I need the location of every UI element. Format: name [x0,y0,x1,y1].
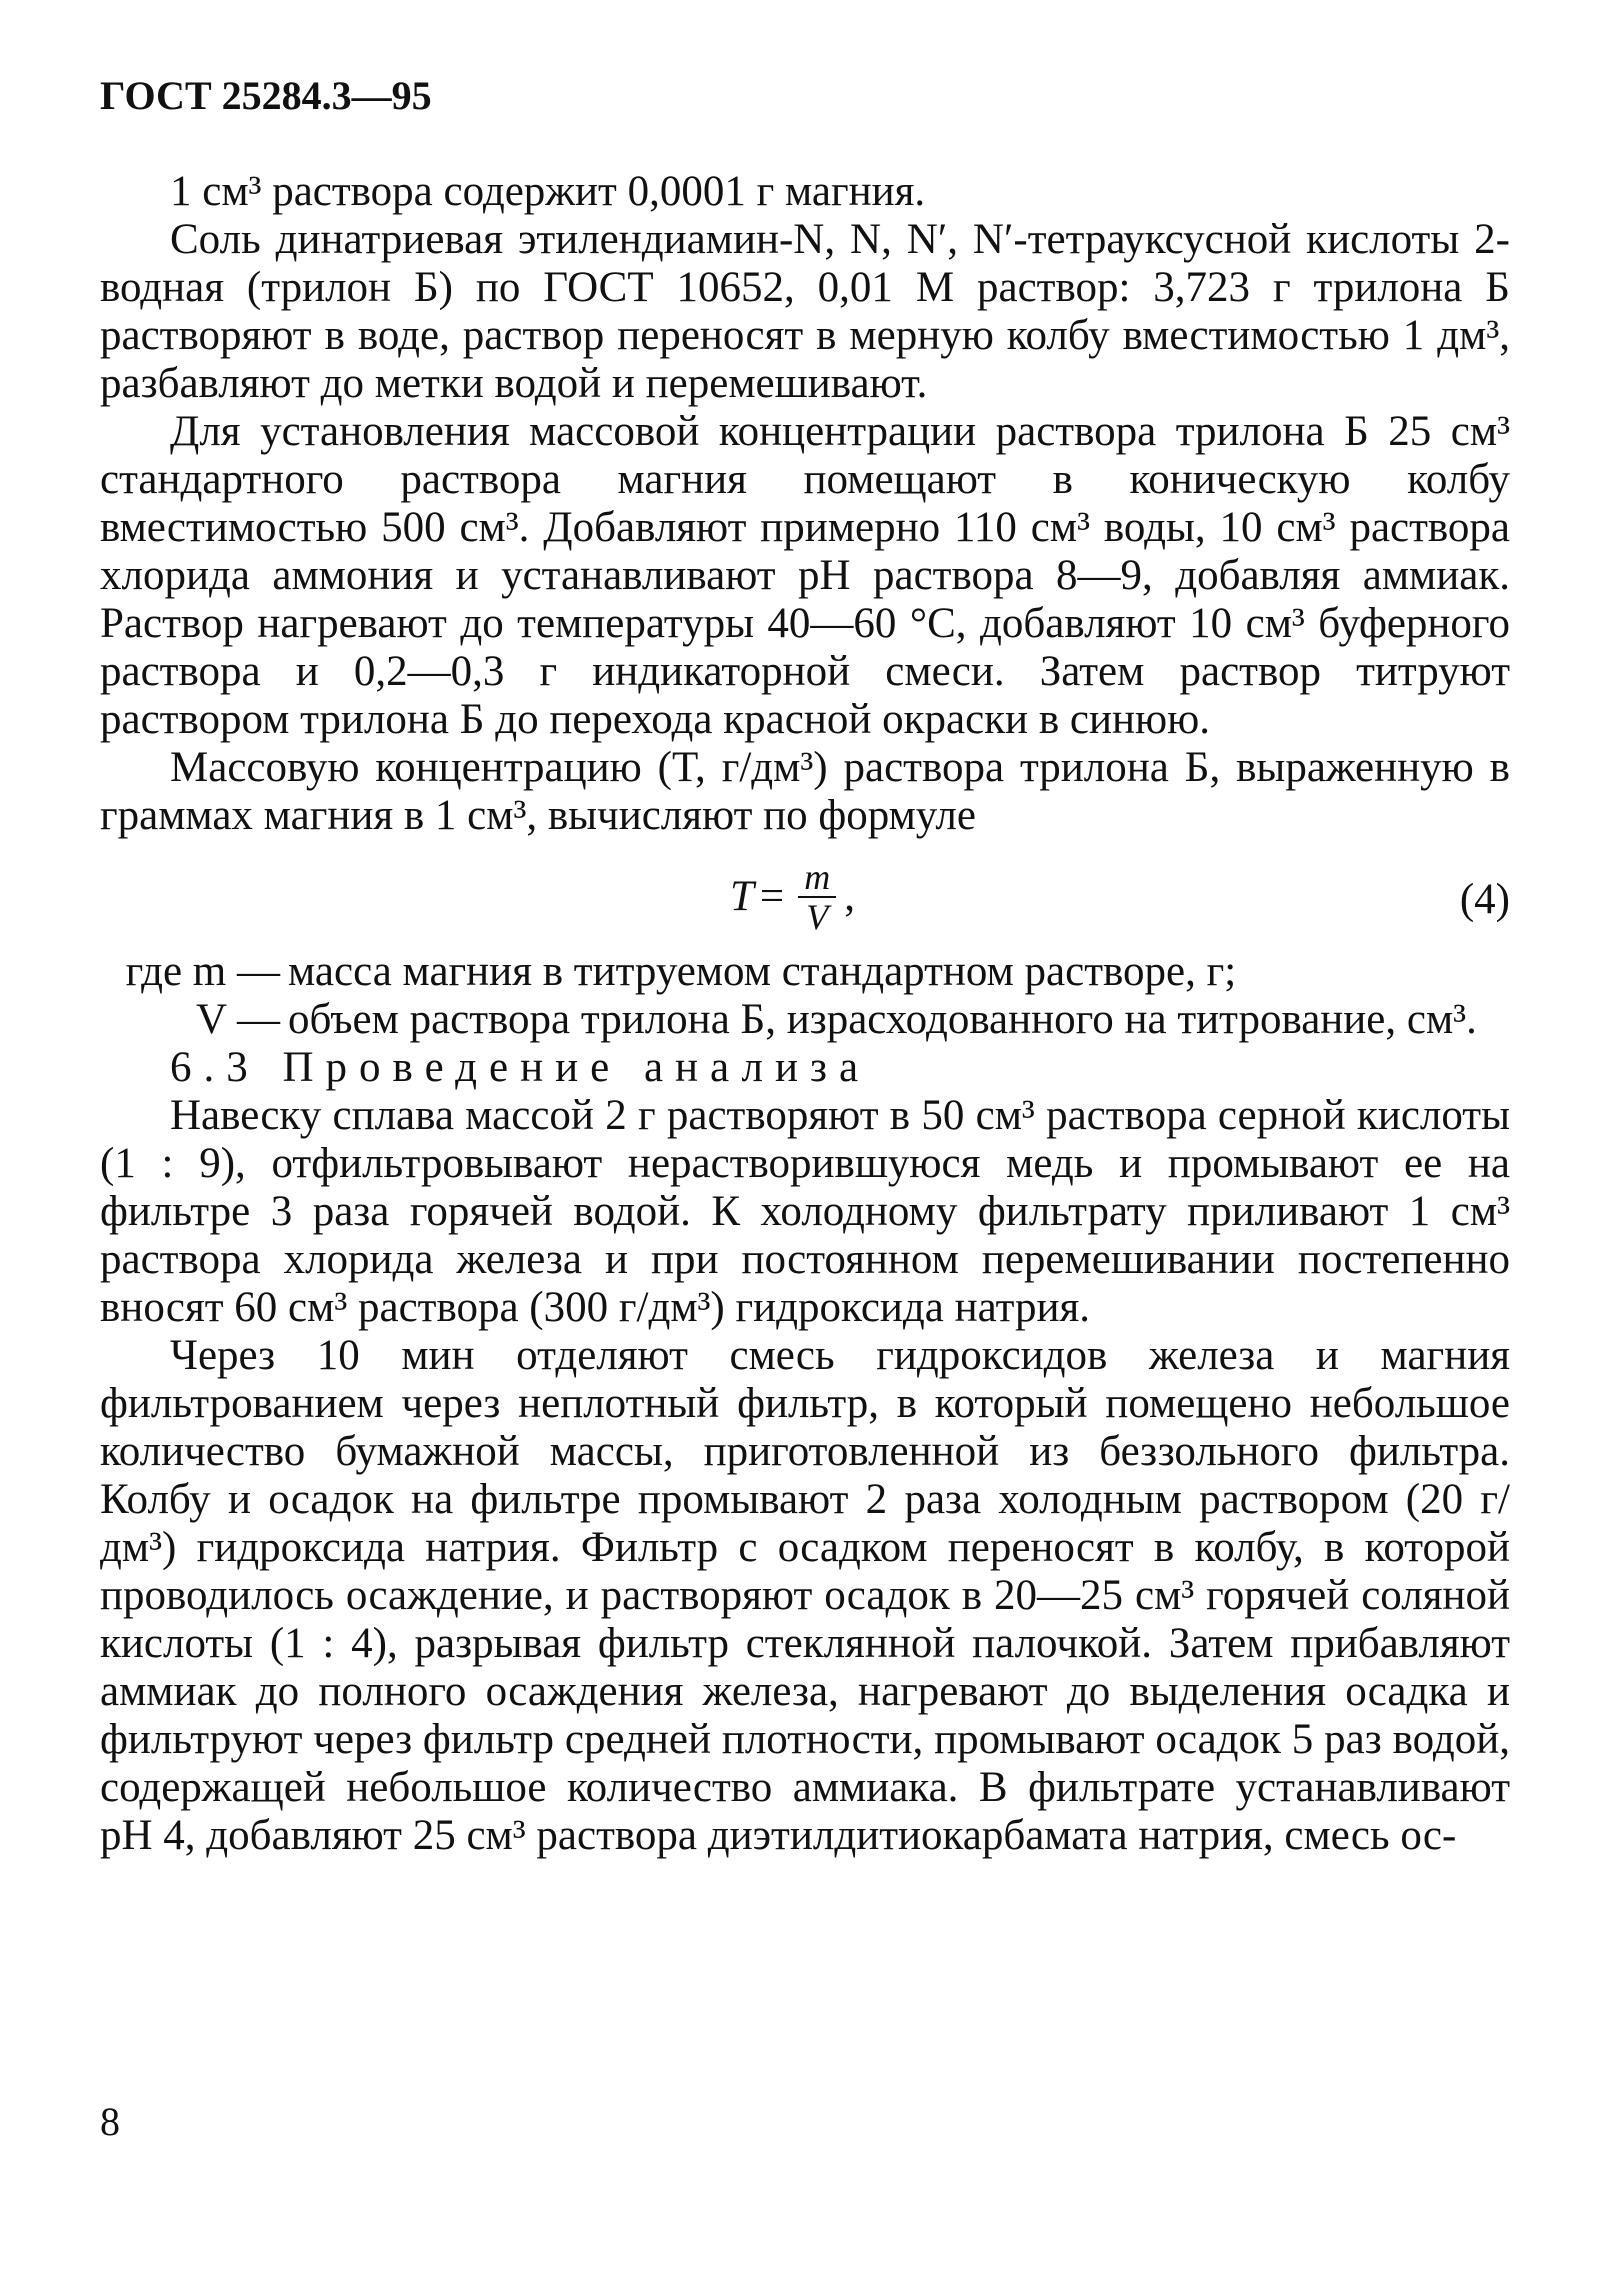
paragraph: Через 10 мин отделяют смесь гидроксидов железа и магния фильтрованием через неплотный фильтр, в который помещено небольшое количество бумажной массы, приготовленной из беззольного фильтра. Колбу и осадок на фильтре промывают 2 раза холодным раствором (20 г/дм³) гидроксида натрия. Фильтр с осадком переносят в колбу, в которой проводилось осаждение, и растворяют осадок в 20—25 см³ горячей соляной кислоты (1 : 4), разрывая фильтр стеклянной палочкой. Затем прибавляют аммиак до полного осаждения железа, нагревают до выделения осадка и фильтруют через фильтр средней плотности, промывают осадок 5 раз водой, содержащей небольшое количество аммиака. В фильтрате устанавливают pH 4, добавляют 25 см³ раствора диэтилдитиокарбамата натрия, смесь ос- [100,1332,1510,1859]
where-description: объем раствора трилона Б, израсходованного на титрование, см³. [288,996,1477,1043]
formula-equals: = [759,873,785,920]
formula-denominator: V [806,897,829,937]
paragraph: 1 см³ раствора содержит 0,0001 г магния. [170,168,926,215]
where-item [100,996,1510,1044]
formula [730,858,855,936]
paragraph: Массовую концентрацию (T, г/дм³) раствора трилона Б, выраженную в граммах магния в 1 см³, вычисляют по формуле [100,744,1510,839]
paragraph: Для установления массовой концентрации раствора трилона Б 25 см³ стандартного раствора магния помещают в коническую колбу вместимостью 500 см³. Добавляют примерно 110 см³ воды, 10 см³ раствора хлорида аммония и устанавливают pH раствора 8—9, добавляя аммиак. Раствор нагревают до температуры 40—60 °С, добавляют 10 см³ буферного раствора и 0,2—0,3 г индикаторной смеси. Затем раствор титруют раствором трилона Б до перехода красной окраски в синюю. [100,408,1510,743]
formula-lhs: T [730,873,754,920]
formula-block [100,840,1510,948]
formula-numerator: m [798,858,836,898]
where-symbol: V — [195,996,280,1043]
body-text [100,168,1510,1860]
page-number: 8 [100,2099,120,2144]
paragraph: Соль динатриевая этилендиамин-N, N, N′, N′-тетрауксусной кислоты 2-водная (трилон Б) по ГОСТ 10652, 0,01 М раствор: 3,723 г трилона Б растворяют в воде, раствор переносят в мерную колбу вместимостью 1 дм³, разбавляют до метки водой и перемешивают. [100,216,1510,407]
paragraph: Навеску сплава массой 2 г растворяют в 50 см³ раствора серной кислоты (1 : 9), отфильтровывают нерастворившуюся медь и промывают ее на фильтре 3 раза горячей водой. К холодному фильтрату приливают 1 см³ раствора хлорида железа и при постоянном перемешивании постепенно вносят 60 см³ раствора (300 г/дм³) гидроксида натрия. [100,1092,1510,1331]
standard-header: ГОСТ 25284.3—95 [100,73,432,118]
where-symbol: где m — [125,948,280,995]
section-title: 6.3 Проведение анализа [170,1044,871,1091]
where-description: масса магния в титруемом стандартном растворе, г; [288,948,1237,995]
where-item [100,948,1510,996]
formula-fraction [798,858,836,936]
where-list [100,948,1510,1044]
formula-number: (4) [1459,876,1510,923]
formula-comma: , [844,873,855,920]
